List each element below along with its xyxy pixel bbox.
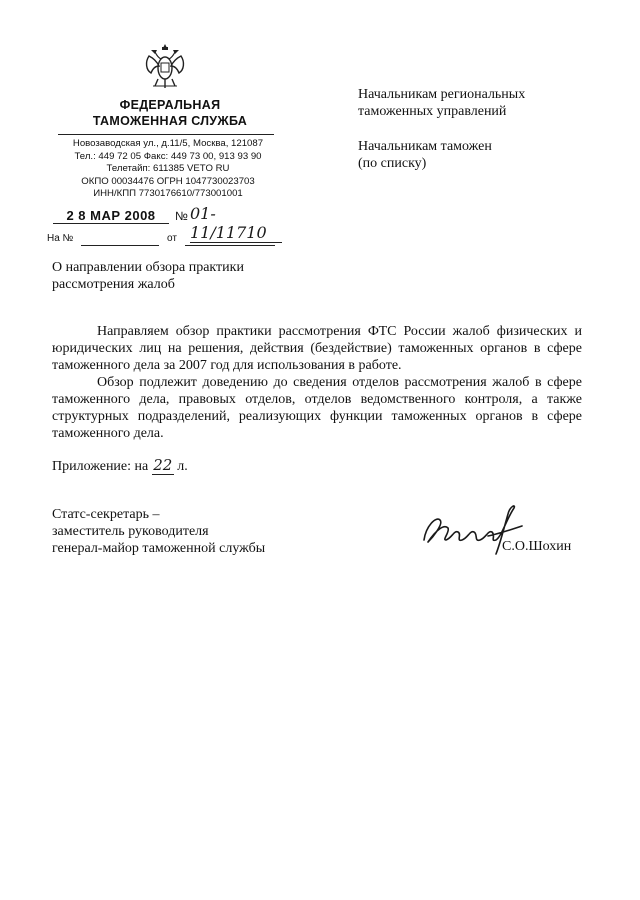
letter-body [52, 323, 582, 442]
signatory-name: С.О.Шохин [502, 539, 572, 554]
signature-title [52, 506, 332, 557]
subject-line-1: О направлении обзора практики [52, 260, 244, 275]
signature-title-1: Статс-секретарь – [52, 507, 160, 522]
org-teletype: Телетайп: 611385 VETO RU [106, 163, 230, 174]
registration-number: 01-11/11710 [190, 204, 282, 243]
signature-title-3: генерал-майор таможенной службы [52, 541, 266, 556]
recipient-regional [358, 86, 608, 120]
recipient-line-2: таможенных управлений [358, 104, 507, 119]
registration-date: 2 8 МАР 2008 [53, 208, 169, 224]
org-address: Новозаводская ул., д.11/5, Москва, 121087 [72, 138, 264, 149]
header-rule-top [58, 134, 274, 135]
reference-label: На № [47, 233, 74, 244]
org-phone-fax: Тел.: 449 72 05 Факс: 449 73 00, 913 93 90 [74, 150, 262, 162]
org-line-2: ТАМОЖЕННАЯ СЛУЖБА [92, 114, 248, 128]
attachment-suffix: л. [177, 459, 188, 474]
signature-title-2: заместитель руководителя [52, 524, 209, 539]
reference-line [45, 233, 285, 247]
org-okpo-ogrn: ОКПО 00034476 ОГРН 1047730023703 [81, 175, 255, 187]
org-line-1: ФЕДЕРАЛЬНАЯ [119, 98, 221, 112]
reference-blank [81, 245, 159, 246]
body-paragraph-1: Направляем обзор практики рассмотрения ФТС России жалоб физических и юридических лиц на решения, действия (бездействие) таможенных органов в сфере таможенного дела за 2007 год для использования в работе. [52, 324, 582, 373]
attachment-pages: 22 [153, 456, 173, 474]
org-contacts [55, 138, 281, 201]
from-label: от [167, 233, 177, 244]
organization-name [70, 97, 270, 129]
recipient-line-4: (по списку) [358, 156, 427, 171]
from-blank [185, 245, 275, 246]
double-headed-eagle-emblem-icon [143, 40, 187, 92]
letter-subject [52, 259, 312, 293]
org-inn-kpp: ИНН/КПП 7730176610/773001001 [93, 188, 243, 199]
recipient-line-3: Начальникам таможен [358, 139, 492, 154]
body-paragraph-2: Обзор подлежит доведению до сведения отделов рассмотрения жалоб в сфере таможенного дела, правовых отделов, отделов ведомственного контроля, а также структурных подразделений, реализующих функции таможенных органов в сфере таможенного дела. [52, 375, 582, 441]
attachment-line [52, 456, 188, 475]
number-label: № [175, 209, 188, 223]
attachment-label: Приложение: на [52, 459, 149, 474]
recipient-line-1: Начальникам региональных [358, 87, 526, 102]
subject-line-2: рассмотрения жалоб [52, 277, 175, 292]
recipient-customs [358, 138, 608, 172]
